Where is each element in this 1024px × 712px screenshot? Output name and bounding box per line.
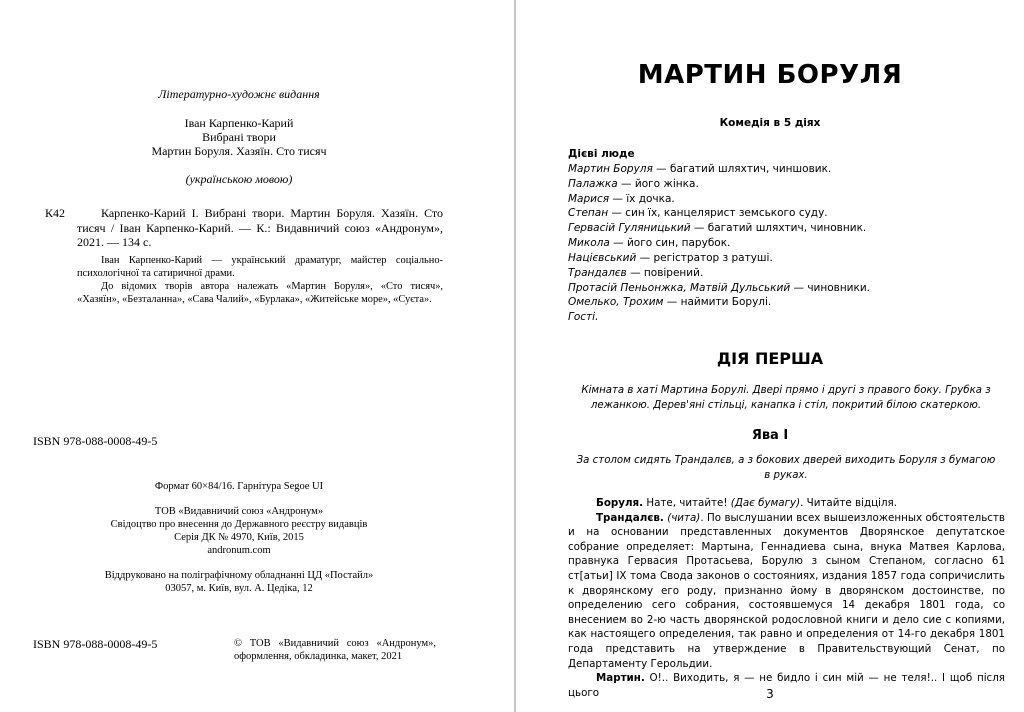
copyright-notice: © ТОВ «Видавничий союз «Андронум», оформлення, обкладинка, макет, 2021: [234, 638, 436, 662]
annotation-paragraph: До відомих творів автора належать «Мартин Боруля», «Сто тисяч», «Хазяїн», «Безталанна», «Сава Чалий», «Бурлака», «Житейське море», «Суєта».: [77, 281, 443, 305]
publisher-line: Свідоцтво про внесення до Державного реєстру видавців: [110, 519, 368, 530]
cast-member: [568, 266, 988, 281]
speaker-name: Боруля.: [596, 497, 644, 509]
cast-member: [568, 310, 988, 325]
edition-type: Літературно-художнє видання: [158, 87, 320, 101]
cast-list: [568, 147, 988, 325]
printing-line: Віддруковано на поліграфічному обладнанні ЦД «Постайл»: [104, 570, 374, 581]
cast-member-description: — повірений.: [626, 266, 704, 279]
dialogue-line: [568, 496, 1005, 511]
annotation: [77, 254, 443, 306]
cast-member: [568, 236, 988, 251]
cast-member-name: Трандалєв: [568, 266, 627, 279]
cast-member-description: — син їх, канцелярист земського суду.: [608, 207, 828, 220]
act-setting: Кімната в хаті Мартина Борулі. Двері прямо і другі з правого боку. Грубка з лежанкою. Дерев'яні стільці, канапка і стіл, покритий білою скатеркою.: [581, 385, 991, 411]
printing-address: 03057, м. Київ, вул. А. Цедіка, 12: [165, 583, 313, 594]
play-subtitle: Комедія в 5 діях: [719, 117, 821, 129]
cast-member: [568, 206, 988, 221]
cast-member-description: — регістратор з ратуші.: [636, 251, 773, 264]
cast-member: [568, 221, 988, 236]
cast-member: [568, 295, 988, 310]
cast-heading: Дієві люде: [568, 148, 635, 160]
scene-title: Ява І: [751, 428, 789, 443]
speaker-name: Трандалєв.: [596, 511, 664, 524]
language-note: (українською мовою): [185, 172, 293, 186]
catalog-entry: [77, 206, 443, 250]
catalog-entry-text: Карпенко-Карий І. Вибрані твори. Мартин Боруля. Хазяїн. Сто тисяч / Іван Карпенко-Карий. — К.: Видавничий союз «Андронум», 2021. — 134 с.: [77, 206, 443, 250]
cast-member-name: Омелько, Трохим: [568, 296, 664, 309]
cast-member-name: Степан: [568, 207, 609, 220]
annotation-paragraph: Іван Карпенко-Карий — український драматург, майстер соціально-психологічної та сатиричної драми.: [77, 255, 443, 279]
cast-member-description: — чиновники.: [790, 281, 871, 294]
works-list: Мартин Боруля. Хазяїн. Сто тисяч: [151, 144, 327, 158]
speech-text: Нате, читайте!: [643, 497, 731, 509]
act-title: ДІЯ ПЕРША: [716, 349, 824, 368]
speaker-name: Мартин.: [596, 672, 645, 685]
publisher-line: Серія ДК № 4970, Київ, 2015: [174, 532, 304, 543]
catalog-code: К42: [45, 206, 66, 220]
stage-direction: (чита): [667, 511, 701, 524]
cast-member-name: Марися: [568, 192, 610, 205]
cast-member: [568, 251, 988, 266]
cast-member-description: — їх дочка.: [609, 192, 675, 205]
dialogue-line: [568, 511, 1005, 672]
collection-title: Вибрані твори: [202, 130, 276, 144]
cast-member-name: Гості.: [568, 311, 599, 324]
cast-member-description: — його син, парубок.: [609, 237, 731, 250]
cast-member-name: Палажка: [568, 177, 618, 190]
right-page-play-text: [516, 0, 1024, 712]
cast-member: [568, 162, 988, 177]
cast-member-description: — багатий шляхтич, чиновник.: [690, 222, 867, 235]
speech-text: О!.. Виходить, я — не бидло і син мій — не теля!.. І щоб після цього: [568, 672, 1005, 699]
cast-rows: [568, 162, 988, 325]
cast-member-description: — багатий шляхтич, чиншовик.: [652, 162, 832, 175]
cast-member: [568, 281, 988, 296]
isbn: ISBN 978-088-0008-49-5: [33, 434, 158, 448]
isbn-bottom: ISBN 978-088-0008-49-5: [33, 637, 158, 651]
stage-direction: (Дає бумагу): [730, 497, 801, 509]
cast-member-name: Мартин Боруля: [568, 162, 653, 175]
author-name: Іван Карпенко-Карий: [184, 116, 294, 130]
cast-member-name: Націєвський: [568, 251, 637, 264]
play-title: МАРТИН БОРУЛЯ: [637, 60, 903, 90]
publisher-website: andronum.com: [207, 545, 271, 556]
cast-member: [568, 192, 988, 207]
cast-member-description: — його жінка.: [617, 177, 699, 190]
cast-member-name: Протасій Пеньонжка, Матвій Дульський: [568, 281, 791, 294]
cast-member-description: — наймити Борулі.: [663, 296, 772, 309]
speech-text: . Читайте відціля.: [800, 497, 898, 509]
speech-text: . По выслушании всех вышеизложенных обстоятельств и на основании представленных документов Дворянское депутатское собрание определяет: Мартына, Геннадиева сына, внука Матвея Карлова, правнука Гервасия Протасьева, Борулю з сыном Степаном, согласно 61 ст[атьи] IX тома Свода законов о состояниях, издания 1857 года сопричислить к дворянскому его роду, признанно йому в дворянском достоинстве, по определению сего собрания, состоявшемуся 14 декабря 1801 года, со внесением во 2-ю часть дворянской родословной книги и дело сие с копиями, как настоящего определения, так равно и определения от 14-го декабря 1801 года представить на утверждение в Правительствующий Сенат, по Департаменту Герольдии.: [568, 511, 1005, 670]
cast-member-name: Гервасій Гуляницький: [568, 222, 691, 235]
format-info: Формат 60×84/16. Гарнітура Segoe UI: [154, 481, 324, 492]
scene-setting: За столом сидять Трандалєв, а з бокових дверей виходить Боруля з бумагою в руках.: [576, 455, 996, 481]
dialogue: [568, 496, 1005, 700]
cast-member: [568, 177, 988, 192]
cast-member-name: Микола: [568, 237, 610, 250]
page-number: 3: [766, 687, 774, 701]
publisher-line: ТОВ «Видавничий союз «Андронум»: [154, 506, 324, 517]
